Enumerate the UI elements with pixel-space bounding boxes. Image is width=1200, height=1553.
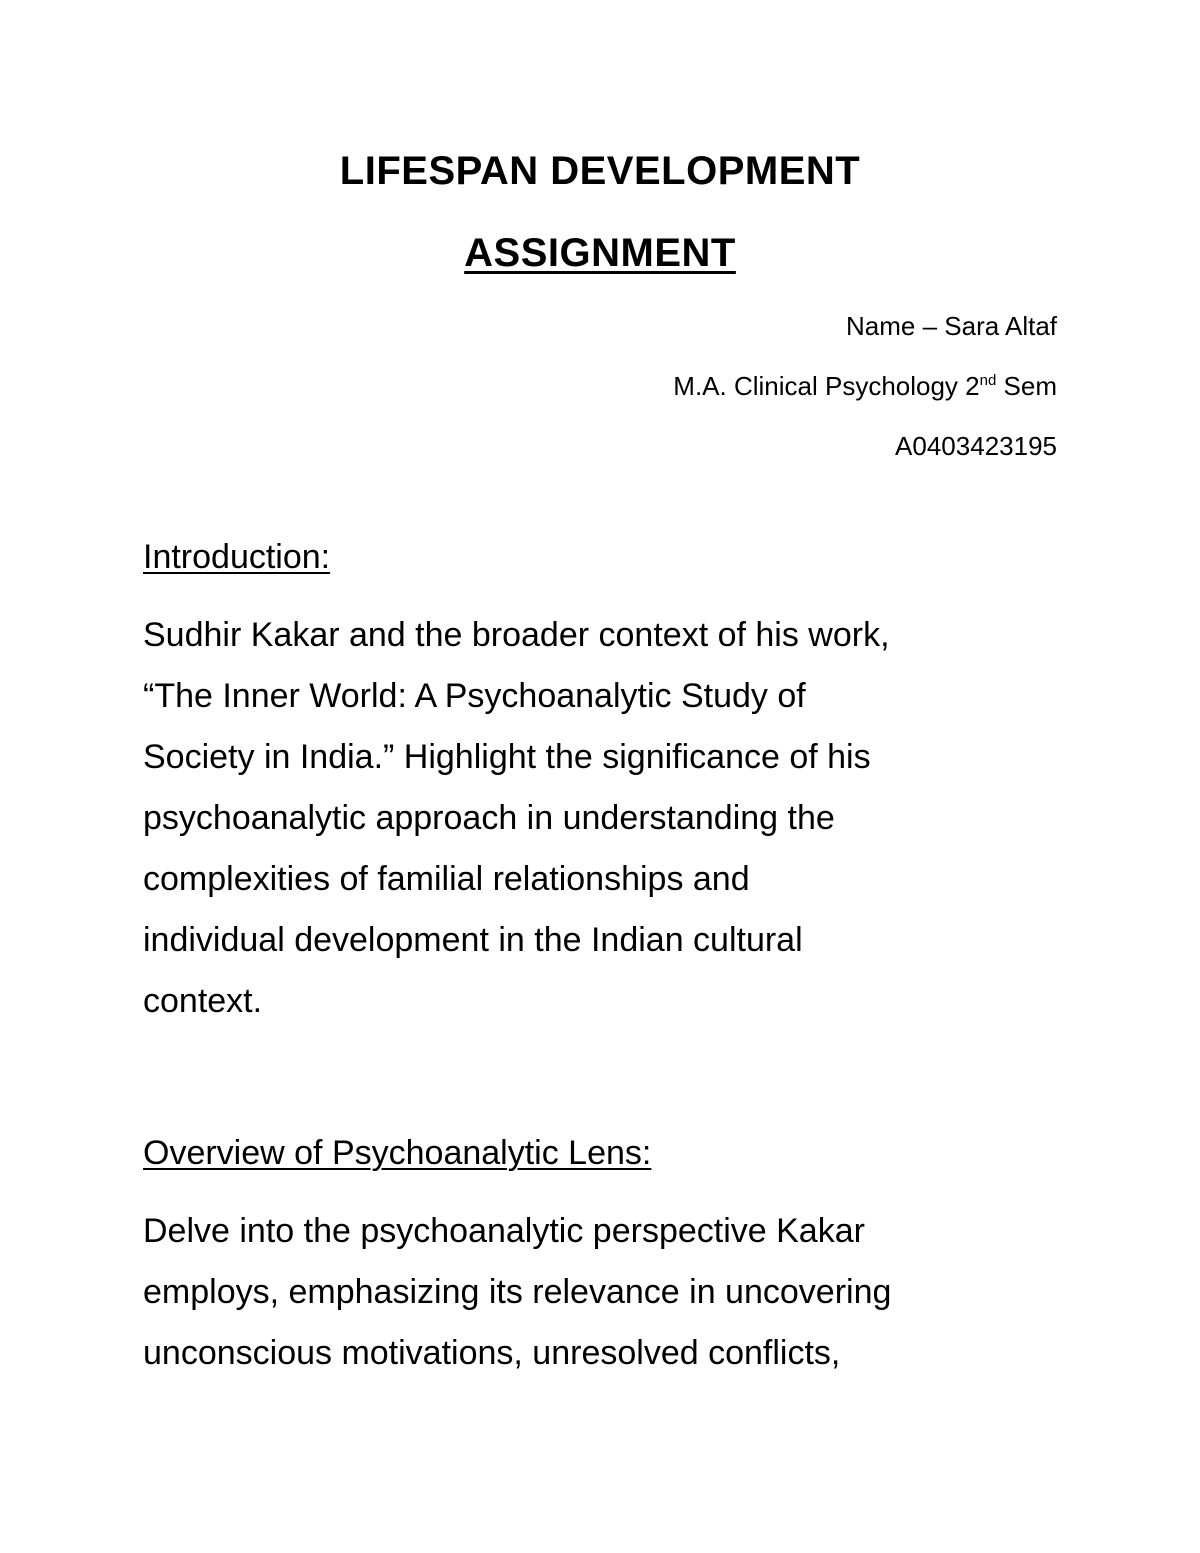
overview-line: employs, emphasizing its relevance in uncovering (143, 1273, 892, 1311)
enrollment-id: A0403423195 (895, 431, 1057, 461)
introduction-line: complexities of familial relationships and (143, 860, 750, 898)
title-line-2: ASSIGNMENT (464, 231, 736, 275)
introduction-line: context. (143, 982, 263, 1020)
overview-heading: Overview of Psychoanalytic Lens: (143, 1134, 652, 1172)
title-line-1: LIFESPAN DEVELOPMENT (339, 149, 861, 193)
student-name: Name – Sara Altaf (846, 311, 1057, 341)
introduction-line: Society in India.” Highlight the significance of his (143, 738, 871, 776)
course-info (673, 370, 1057, 402)
introduction-line: Sudhir Kakar and the broader context of his work, (143, 616, 890, 654)
introduction-line: psychoanalytic approach in understanding the (143, 799, 835, 837)
introduction-heading: Introduction: (143, 538, 331, 576)
introduction-line: “The Inner World: A Psychoanalytic Study of (143, 677, 806, 715)
course-suffix: Sem (996, 371, 1057, 401)
course-prefix: M.A. Clinical Psychology 2 (673, 371, 980, 401)
course-ordinal-superscript: nd (979, 372, 997, 389)
overview-line: Delve into the psychoanalytic perspective Kakar (143, 1212, 865, 1250)
introduction-line: individual development in the Indian cultural (143, 921, 803, 959)
overview-line: unconscious motivations, unresolved conflicts, (143, 1334, 841, 1372)
